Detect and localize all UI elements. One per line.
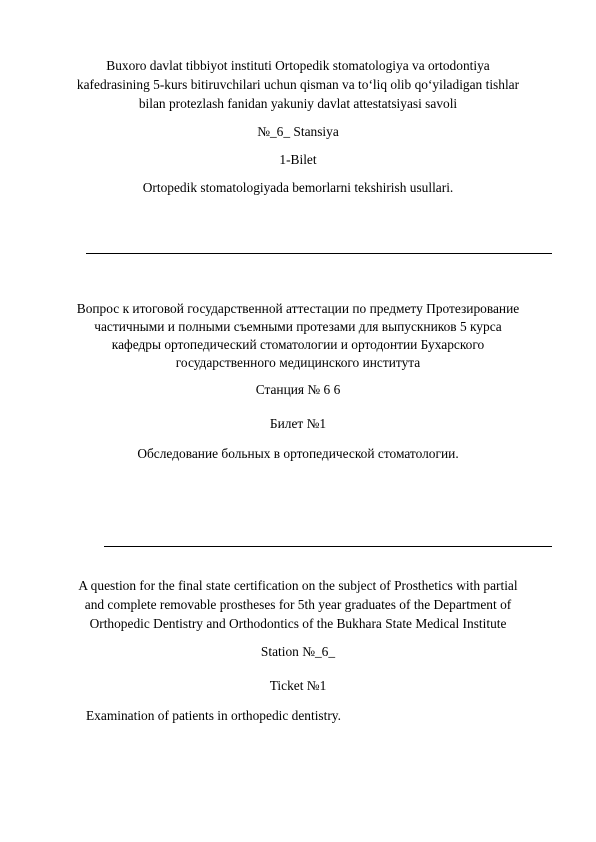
divider-line	[86, 253, 552, 254]
uz-header-line: bilan protezlash fanidan yakuniy davlat attestatsiyasi savoli	[138, 96, 458, 111]
en-header-line: A question for the final state certification on the subject of Prosthetics with partial	[78, 578, 518, 593]
en-header	[0, 576, 596, 633]
uz-question: Ortopedik stomatologiyada bemorlarni tekshirish usullari.	[142, 180, 454, 195]
ru-header-line: государственного медицинского института	[175, 355, 421, 370]
ru-station: Станция № 6 6	[255, 382, 341, 397]
en-station: Station №_6_	[260, 644, 336, 659]
ru-header	[0, 300, 596, 372]
divider-line	[104, 546, 552, 547]
uz-station: №_6_ Stansiya	[257, 124, 339, 139]
uz-header-line: Buxoro davlat tibbiyot instituti Ortopedik stomatologiya va ortodontiya	[106, 58, 490, 73]
uz-ticket: 1-Bilet	[279, 152, 317, 167]
uz-header-line: kafedrasining 5-kurs bitiruvchilari uchun qisman va to‘liq olib qo‘yiladigan tishlar	[76, 77, 520, 92]
ru-question: Обследование больных в ортопедической стоматологии.	[137, 446, 459, 461]
en-question: Examination of patients in orthopedic dentistry.	[86, 708, 341, 723]
en-header-line: and complete removable prostheses for 5th year graduates of the Department of	[84, 597, 512, 612]
en-header-line: Orthopedic Dentistry and Orthodontics of the Bukhara State Medical Institute	[89, 616, 507, 631]
uz-header	[0, 56, 596, 113]
ru-ticket: Билет №1	[269, 416, 327, 431]
ru-header-line: кафедры ортопедический стоматологии и ортодонтии Бухарского	[111, 337, 485, 352]
en-ticket: Ticket №1	[269, 678, 327, 693]
ru-header-line: Вопрос к итоговой государственной аттестации по предмету Протезирование	[76, 301, 520, 316]
ru-header-line: частичными и полными съемными протезами для выпускников 5 курса	[94, 319, 502, 334]
